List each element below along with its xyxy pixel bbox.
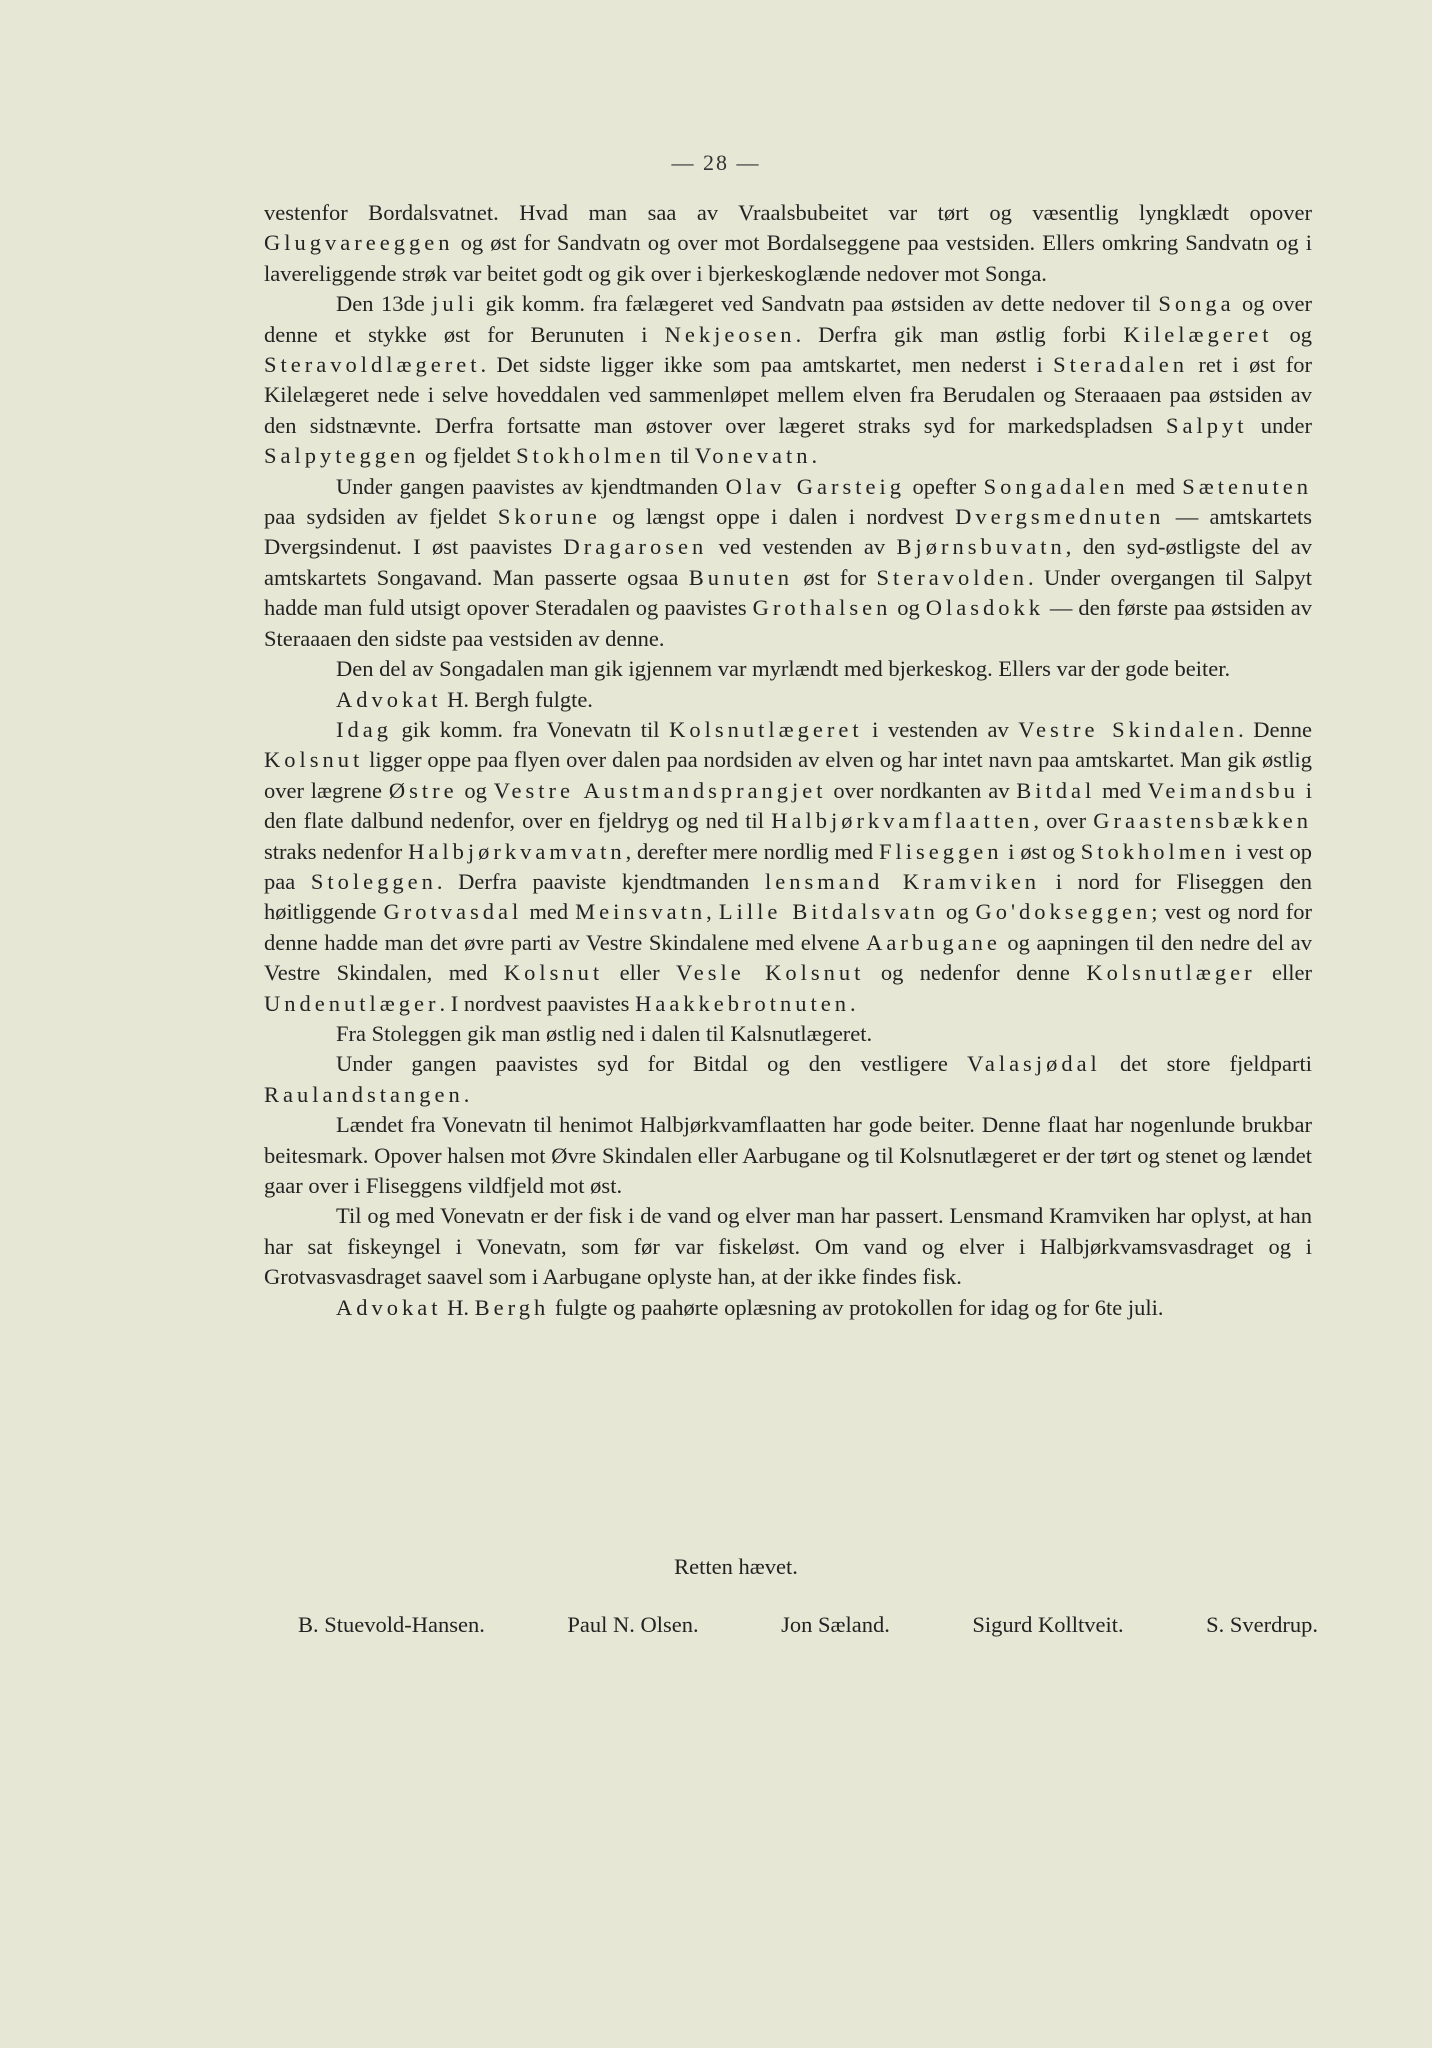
signature: B. Stuevold-Hansen. bbox=[298, 1612, 485, 1637]
text-run: , derefter mere nordlig med bbox=[625, 838, 879, 864]
text-run: og fjeldet bbox=[419, 443, 517, 469]
text-run: Den del av Songadalen man gik igjennem var myrlændt med bjerkeskog. Ellers var der gode beiter. bbox=[336, 656, 1231, 682]
paragraph bbox=[264, 715, 1312, 1019]
spaced-name: Advokat bbox=[336, 686, 442, 712]
spaced-name: Grothalsen bbox=[752, 595, 892, 621]
paragraph bbox=[264, 472, 1312, 654]
text-run: med bbox=[1095, 777, 1148, 803]
text-run: i øst og bbox=[1002, 838, 1081, 864]
text-run: , over bbox=[1033, 808, 1094, 834]
spaced-name: Steravoldlægeret bbox=[264, 352, 481, 378]
text-run: ret i øst for Kilelægeret nede i selve hoveddalen ved sammenløpet mellem elven fra Berudalen og Steraaaen paa østsiden av den sidstnævnte. Derfra fortsatte man østover over lægeret straks syd for markedspladsen bbox=[264, 352, 1312, 438]
spaced-name: Bjørnsbuvatn bbox=[896, 534, 1066, 560]
text-run: . Denne bbox=[1238, 716, 1312, 742]
text-run: . bbox=[850, 990, 856, 1016]
spaced-name: Songadalen bbox=[983, 473, 1129, 499]
text-run: . bbox=[811, 443, 818, 469]
spaced-name: Sætenuten bbox=[1182, 473, 1312, 499]
spaced-name: Steradalen bbox=[1053, 352, 1189, 378]
spaced-name: Graastensbækken bbox=[1093, 808, 1312, 834]
text-run: — amtskartets Dvergsindenut. I øst paavistes bbox=[264, 504, 1312, 560]
spaced-name: Kolsnutlæger bbox=[1086, 960, 1256, 986]
text-run: . Under overgangen til Salpyt hadde man fuld utsigt opover Steradalen og paavistes bbox=[264, 564, 1313, 621]
spaced-name: Skorune bbox=[497, 504, 601, 530]
text-run: paa sydsiden av fjeldet bbox=[264, 504, 498, 530]
spaced-name: Advokat bbox=[336, 1294, 442, 1320]
paragraph bbox=[264, 1201, 1312, 1292]
text-run: og øst for Sandvatn og over mot Bordalseggene paa vestsiden. Ellers omkring Sandvatn og i lavereliggende strøk var beitet godt og gik over i bjerkeskoglænde nedover mot Songa. bbox=[264, 230, 1312, 286]
page-number: — 28 — bbox=[671, 150, 761, 175]
text-run: og længst oppe i dalen i nordvest bbox=[600, 504, 956, 530]
text-run: og bbox=[891, 595, 926, 621]
spaced-name: Aarbugane bbox=[866, 929, 1001, 955]
signatures bbox=[298, 1612, 1318, 1638]
spaced-name: Dragarosen bbox=[563, 534, 708, 560]
text-run: eller bbox=[603, 960, 676, 986]
text-run: opefter bbox=[905, 473, 984, 499]
spaced-name: juli bbox=[432, 291, 479, 317]
text-run: H. bbox=[441, 1294, 475, 1320]
paragraph bbox=[264, 654, 1312, 684]
text-run: i den flate dalbund nedenfor, over en fjeldryg og ned til bbox=[264, 777, 1312, 834]
spaced-name: Steravolden bbox=[876, 564, 1028, 590]
spaced-name: Dvergsmednuten bbox=[955, 504, 1165, 530]
text-run: Under gangen paavistes av kjendtmanden bbox=[336, 473, 726, 499]
text-run: gik komm. fra fælægeret ved Sandvatn paa østsiden av dette nedover til bbox=[478, 291, 1159, 317]
text-run: vestenfor Bordalsvatnet. Hvad man saa av Vraalsbubeitet var tørt og væsentlig lyngklædt opover bbox=[264, 200, 1312, 225]
spaced-name: Kolsnutlægeret bbox=[669, 716, 863, 742]
text-run: gik komm. fra Vonevatn til bbox=[391, 716, 670, 742]
text-run: Under gangen paavistes syd for Bitdal og den vestligere bbox=[336, 1051, 968, 1077]
text-run: Fra Stoleggen gik man østlig ned i dalen til Kalsnutlægeret. bbox=[336, 1020, 873, 1046]
spaced-name: Bergh bbox=[474, 1294, 550, 1320]
spaced-name: Bitdal bbox=[1016, 777, 1096, 803]
text-run: straks nedenfor bbox=[264, 838, 409, 864]
text-run: ; vest og nord for denne hadde man det øvre parti av Vestre Skindalene med elvene bbox=[264, 899, 1313, 955]
text-run: Lændet fra Vonevatn til henimot Halbjørkvamflaatten har gode beiter. Denne flaat har nogenlunde brukbar beitesmark. Opover halsen mot Øvre Skindalen eller Aarbugane og til Kolsnutlægeret er der tørt og stenet og lændet gaar over i Fliseggens vildfjeld mot øst. bbox=[264, 1112, 1312, 1198]
spaced-name: Glugvareeggen bbox=[264, 230, 454, 256]
signature: Jon Sæland. bbox=[781, 1612, 890, 1637]
spaced-name: Valasjødal bbox=[967, 1051, 1101, 1077]
signature: S. Sverdrup. bbox=[1206, 1612, 1318, 1637]
spaced-name: Veimandsbu bbox=[1147, 777, 1299, 803]
text-run: H. Bergh fulgte. bbox=[441, 686, 593, 712]
text-run: det store fjeldparti bbox=[1100, 1051, 1312, 1077]
paragraph bbox=[264, 289, 1312, 471]
spaced-name: Grotvasdal bbox=[383, 899, 523, 925]
spaced-name: Stokholmen bbox=[1080, 838, 1230, 864]
text-run: ved vestenden av bbox=[707, 534, 897, 560]
text-run: Den 13de bbox=[336, 291, 433, 317]
text-run: over nordkanten av bbox=[826, 777, 1017, 803]
spaced-name: Olav Garsteig bbox=[725, 473, 906, 499]
text-run: eller bbox=[1255, 960, 1313, 986]
text-run: . I nordvest paavistes bbox=[439, 990, 636, 1016]
closing-line: Retten hævet. bbox=[674, 1554, 798, 1579]
text-run: og bbox=[1272, 321, 1313, 347]
spaced-name: lensmand Kramviken bbox=[764, 868, 1041, 894]
text-run: under bbox=[1247, 412, 1312, 438]
text-run: . Derfra gik man østlig forbi bbox=[795, 321, 1124, 347]
spaced-name: Salpyt bbox=[1165, 412, 1248, 438]
spaced-name: Go'dokseggen bbox=[975, 899, 1152, 925]
text-run: og over denne et stykke øst for Berunuten i bbox=[264, 291, 1312, 347]
paragraph bbox=[264, 1049, 1312, 1110]
signature: Sigurd Kolltveit. bbox=[972, 1612, 1124, 1637]
text-run: , bbox=[706, 899, 719, 925]
text-run: og bbox=[457, 777, 494, 803]
paragraph bbox=[264, 198, 1312, 289]
spaced-name: Stokholmen bbox=[516, 443, 665, 469]
spaced-name: Vestre Austmandsprangjet bbox=[493, 777, 827, 803]
spaced-name: Vesle Kolsnut bbox=[676, 960, 865, 986]
spaced-name: Salpyteggen bbox=[264, 443, 420, 469]
text-run: i vest op paa bbox=[264, 838, 1313, 894]
spaced-name: Fliseggen bbox=[878, 838, 1003, 864]
spaced-name: Nekjeosen bbox=[664, 321, 796, 347]
spaced-name: Kolsnut bbox=[503, 960, 604, 986]
text-run: . Det sidste ligger ikke som paa amtskartet, men nederst i bbox=[480, 352, 1054, 378]
text-run: i nord for Fliseggen den høitliggende bbox=[264, 868, 1312, 925]
text-run: med bbox=[522, 899, 576, 925]
text-run: og bbox=[938, 899, 976, 925]
spaced-name: Halbjørkvamflaatten bbox=[771, 808, 1034, 834]
text-run: ligger oppe paa flyen over dalen paa nordsiden av elven og har intet navn paa amtskartet. Man gik østlig over lægrene bbox=[264, 747, 1312, 803]
spaced-name: Haakkebrotnuten bbox=[635, 990, 851, 1016]
spaced-name: Østre bbox=[388, 777, 458, 803]
spaced-name: Vonevatn bbox=[694, 443, 812, 469]
spaced-name: Undenutlæger bbox=[264, 990, 440, 1016]
spaced-name: Kilelægeret bbox=[1123, 321, 1273, 347]
spaced-name: Raulandstangen bbox=[264, 1081, 464, 1107]
text-run: Til og med Vonevatn er der fisk i de vand og elver man har passert. Lensmand Kramviken har oplyst, at han har sat fiskeyngel i Vonevatn, som før var fiskeløst. Om vand og elver i Halbjørkvamsvasdraget og i Grotvasvasdraget saavel som i Aarbugane oplyste han, at der ikke findes fisk. bbox=[264, 1203, 1312, 1290]
text-run: . Derfra paaviste kjendtmanden bbox=[436, 868, 765, 894]
text-run: til bbox=[664, 443, 695, 469]
signature: Paul N. Olsen. bbox=[567, 1612, 699, 1637]
spaced-name: Stoleggen bbox=[310, 868, 437, 894]
spaced-name: Kolsnut bbox=[264, 747, 364, 773]
text-run: i vestenden av bbox=[862, 716, 1019, 742]
spaced-name: Olasdokk bbox=[925, 595, 1044, 621]
text-run: og nedenfor denne bbox=[864, 960, 1087, 986]
text-run: fulgte og paahørte oplæsning av protokollen for idag og for 6te juli. bbox=[549, 1294, 1164, 1320]
spaced-name: Vestre Skindalen bbox=[1018, 716, 1239, 742]
paragraph bbox=[264, 1019, 1312, 1049]
text-run: , den syd-østligste del av amtskartets Songavand. Man passerte ogsaa bbox=[264, 534, 1312, 590]
paragraph bbox=[264, 685, 1312, 715]
text-run: . bbox=[463, 1081, 470, 1107]
text-run: øst for bbox=[792, 564, 877, 590]
spaced-name: Idag bbox=[336, 716, 392, 742]
text-run: med bbox=[1128, 473, 1183, 499]
spaced-name: Songa bbox=[1158, 291, 1235, 317]
text-run: og aapningen til den nedre del av Vestre Skindalen, med bbox=[264, 929, 1312, 986]
body-text bbox=[264, 198, 1312, 1323]
spaced-name: Meinsvatn bbox=[575, 899, 707, 925]
spaced-name: Bunuten bbox=[688, 564, 793, 590]
paragraph bbox=[264, 1110, 1312, 1201]
spaced-name: Lille Bitdalsvatn bbox=[718, 899, 939, 925]
paragraph bbox=[264, 1293, 1312, 1323]
spaced-name: Halbjørkvamvatn bbox=[408, 838, 626, 864]
text-run: — den første paa østsiden av Steraaaen den sidste paa vestsiden av denne. bbox=[264, 595, 1313, 651]
